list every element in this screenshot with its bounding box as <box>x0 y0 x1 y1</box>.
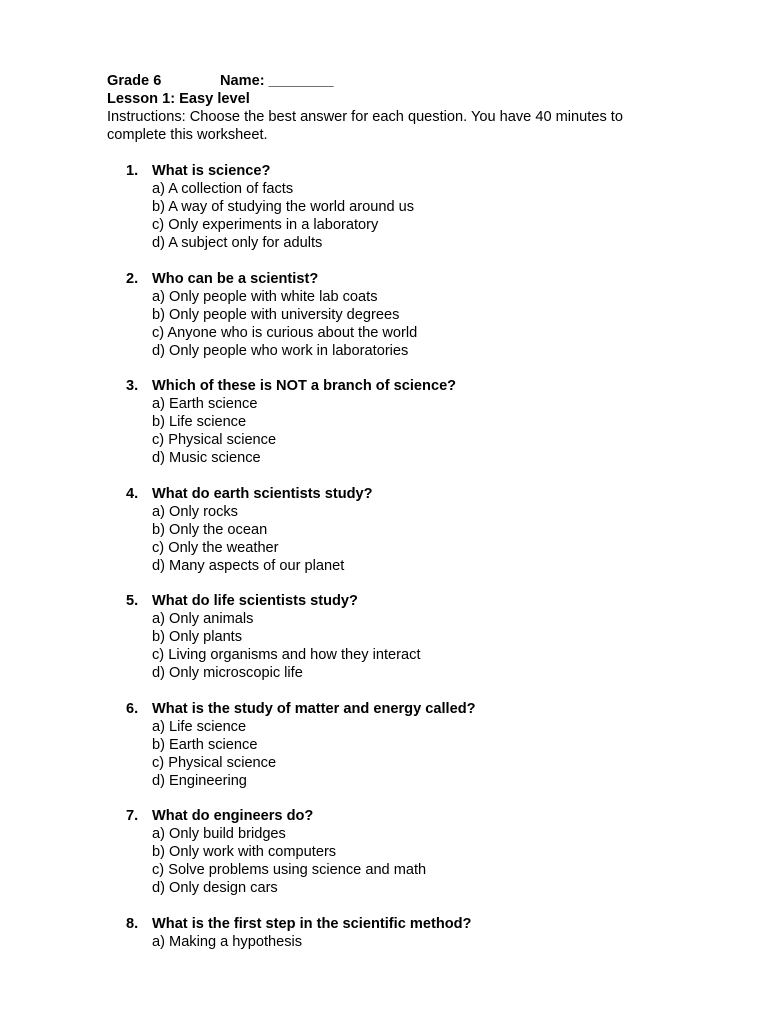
answer-option: b) A way of studying the world around us <box>152 199 415 215</box>
question-item <box>126 486 686 576</box>
answer-option: b) Only people with university degrees <box>152 306 400 323</box>
answer-option: c) Physical science <box>152 432 277 448</box>
answer-option: c) Physical science <box>152 754 277 771</box>
worksheet-header <box>107 73 667 145</box>
question-text: Which of these is NOT a branch of science? <box>152 378 457 394</box>
question-number: 5. <box>126 593 139 609</box>
answer-option: d) Music science <box>152 450 261 466</box>
question-text: What is the first step in the scientific method? <box>152 915 472 932</box>
grade-label: Grade 6 <box>107 73 162 89</box>
answer-option: d) Engineering <box>152 772 247 789</box>
answer-option: a) Making a hypothesis <box>152 933 303 950</box>
answer-option: a) Only build bridges <box>152 826 286 842</box>
answer-option: b) Only work with computers <box>152 844 337 860</box>
question-item <box>126 808 686 898</box>
answer-option: d) Only design cars <box>152 880 278 896</box>
question-item <box>126 916 686 952</box>
answer-option: a) Only rocks <box>152 503 238 520</box>
answer-option: b) Only plants <box>152 629 243 645</box>
name-field-label: Name: ________ <box>220 73 334 89</box>
question-item <box>126 593 686 683</box>
answer-option: c) Only the weather <box>152 539 279 556</box>
question-number: 1. <box>126 163 139 179</box>
answer-option: d) Only microscopic life <box>152 665 303 681</box>
answer-option: a) Only animals <box>152 611 254 627</box>
question-number: 2. <box>126 270 139 287</box>
question-text: What do engineers do? <box>152 808 314 824</box>
answer-option: c) Living organisms and how they interact <box>152 647 421 663</box>
question-number: 8. <box>126 915 139 932</box>
question-text: What do earth scientists study? <box>152 485 373 502</box>
question-number: 3. <box>126 378 139 394</box>
answer-option: c) Only experiments in a laboratory <box>152 217 379 233</box>
answer-option: a) Life science <box>152 718 247 735</box>
question-text: What do life scientists study? <box>152 593 358 609</box>
answer-option: b) Earth science <box>152 736 258 753</box>
answer-option: b) Only the ocean <box>152 521 268 538</box>
answer-option: c) Anyone who is curious about the world <box>152 324 418 341</box>
answer-option: a) Only people with white lab coats <box>152 288 378 305</box>
answer-option: c) Solve problems using science and math <box>152 862 427 878</box>
question-item <box>126 163 686 253</box>
answer-option: d) Only people who work in laboratories <box>152 342 409 359</box>
answer-option: b) Life science <box>152 414 247 430</box>
question-number: 4. <box>126 485 139 502</box>
question-item <box>126 271 686 361</box>
answer-option: d) A subject only for adults <box>152 235 323 251</box>
question-number: 6. <box>126 700 139 717</box>
question-text: What is science? <box>152 163 271 179</box>
question-item <box>126 701 686 791</box>
answer-option: a) Earth science <box>152 396 258 412</box>
answer-option: d) Many aspects of our planet <box>152 557 345 574</box>
header-row <box>107 73 667 91</box>
answer-option: a) A collection of facts <box>152 181 294 197</box>
question-number: 7. <box>126 808 139 824</box>
instructions-text: Instructions: Choose the best answer for each question. You have 40 minutes to complete this worksheet. <box>107 109 623 143</box>
lesson-title: Lesson 1: Easy level <box>107 91 250 107</box>
question-text: Who can be a scientist? <box>152 270 319 287</box>
question-item <box>126 378 686 468</box>
question-text: What is the study of matter and energy called? <box>152 700 476 717</box>
question-list <box>126 163 686 969</box>
